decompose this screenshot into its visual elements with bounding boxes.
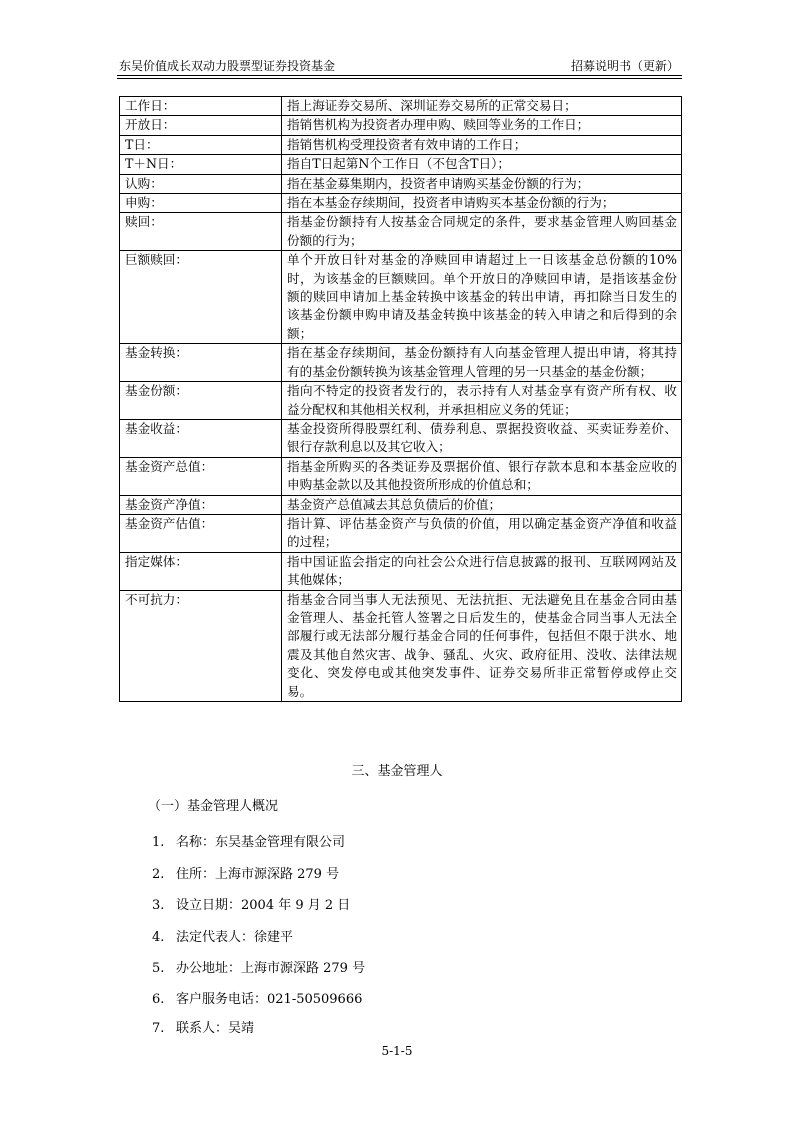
info-item-text: 设立日期：2004 年 9 月 2 日 (176, 898, 351, 913)
definition-description: 指中国证监会指定的向社会公众进行信息披露的报刊、互联网网站及其他媒体； (282, 552, 682, 590)
definition-row (120, 344, 682, 382)
definition-description: 指向不特定的投资者发行的，表示持有人对基金享有资产所有权、收益分配权和其他相关权利，并承担相应义务的凭证； (282, 382, 682, 420)
header-rule (117, 75, 682, 76)
info-item-number: 4. (152, 930, 165, 945)
definition-row (120, 97, 682, 116)
definition-description: 指销售机构受理投资者有效申请的工作日； (282, 135, 682, 154)
definition-description: 指销售机构为投资者办理申购、赎回等业务的工作日； (282, 116, 682, 135)
info-item-text: 住所：上海市源深路 279 号 (176, 867, 340, 882)
definition-row (120, 457, 682, 495)
info-item-text: 办公地址：上海市源深路 279 号 (176, 961, 366, 976)
definition-description: 指计算、评估基金资产与负债的价值，用以确定基金资产净值和收益的过程； (282, 514, 682, 552)
definition-description: 指在本基金存续期间，投资者申请购买本基金份额的行为； (282, 194, 682, 213)
definition-row (120, 251, 682, 344)
header-document-type: 招募说明书（更新） (570, 59, 679, 73)
definition-description: 指上海证券交易所、深圳证券交易所的正常交易日； (282, 97, 682, 116)
definitions-table (119, 96, 682, 702)
definition-row (120, 155, 682, 174)
info-item-text: 联系人：吴靖 (176, 1021, 255, 1036)
section-title: 三、基金管理人 (351, 764, 443, 779)
info-item-number: 2. (152, 867, 165, 882)
info-item-established (152, 897, 350, 915)
definition-term: 基金资产估值： (120, 514, 282, 552)
definition-row (120, 116, 682, 135)
definition-term: 基金资产总值： (120, 457, 282, 495)
definition-description: 基金资产总值减去其总负债后的价值； (282, 495, 682, 514)
definition-term: T日： (120, 135, 282, 154)
definition-term: T＋N日： (120, 155, 282, 174)
definition-term: 基金资产净值： (120, 495, 282, 514)
definitions-table-body (120, 97, 682, 702)
info-item-number: 3. (152, 898, 165, 913)
definition-description: 指在基金募集期内，投资者申请购买基金份额的行为； (282, 174, 682, 193)
definition-term: 基金收益： (120, 419, 282, 457)
definition-description: 指自T日起第N个工作日（不包含T日）； (282, 155, 682, 174)
definition-description: 指在基金存续期间，基金份额持有人向基金管理人提出申请，将其持有的基金份额转换为该基金管理人管理的另一只基金的基金份额； (282, 344, 682, 382)
definition-description: 指基金合同当事人无法预见、无法抗拒、无法避免且在基金合同由基金管理人、基金托管人签署之日后发生的，使基金合同当事人无法全部履行或无法部分履行基金合同的任何事件，包括但不限于洪水、地震及其他自然灾害、战争、骚乱、火灾、政府征用、没收、法律法规变化、突发停电或其他突发事件、证券交易所非正常暂停或停止交易。 (282, 590, 682, 701)
definition-term: 申购： (120, 194, 282, 213)
info-item-name (152, 834, 345, 852)
info-item-office-address (152, 960, 365, 978)
definition-term: 巨额赎回： (120, 251, 282, 344)
info-item-text: 法定代表人：徐建平 (176, 930, 294, 945)
info-item-contact (152, 1020, 254, 1038)
info-item-text: 名称：东吴基金管理有限公司 (176, 835, 346, 850)
definition-term: 赎回： (120, 213, 282, 251)
definition-row (120, 590, 682, 701)
info-item-number: 1. (152, 835, 165, 850)
definition-term: 工作日： (120, 97, 282, 116)
info-item-number: 5. (152, 961, 165, 976)
page-header (119, 57, 681, 75)
definition-term: 基金份额： (120, 382, 282, 420)
definition-row (120, 135, 682, 154)
definition-term: 不可抗力： (120, 590, 282, 701)
info-item-number: 6. (152, 992, 165, 1007)
definition-row (120, 495, 682, 514)
page-number: 5-1-5 (381, 1044, 413, 1058)
definition-term: 指定媒体： (120, 552, 282, 590)
definition-row (120, 213, 682, 251)
definition-row (120, 382, 682, 420)
definition-row (120, 174, 682, 193)
subsection-title: （一）基金管理人概况 (148, 799, 279, 814)
definition-description: 指基金所购买的各类证券及票据价值、银行存款本息和本基金应收的申购基金款以及其他投资所形成的价值总和； (282, 457, 682, 495)
info-item-text: 客户服务电话：021-50509666 (176, 992, 363, 1007)
info-item-service-phone (152, 991, 362, 1009)
definition-row (120, 194, 682, 213)
header-rule-thin (117, 78, 682, 79)
definition-term: 认购： (120, 174, 282, 193)
definition-row (120, 514, 682, 552)
definition-term: 基金转换： (120, 344, 282, 382)
definition-row (120, 552, 682, 590)
header-fund-name: 东吴价值成长双动力股票型证券投资基金 (119, 59, 336, 73)
definition-description: 指基金份额持有人按基金合同规定的条件，要求基金管理人购回基金份额的行为； (282, 213, 682, 251)
definition-description: 基金投资所得股票红利、债券利息、票据投资收益、买卖证券差价、银行存款利息以及其它收入； (282, 419, 682, 457)
info-item-representative (152, 929, 293, 947)
definition-term: 开放日： (120, 116, 282, 135)
info-item-domicile (152, 866, 339, 884)
definition-row (120, 419, 682, 457)
definition-description: 单个开放日针对基金的净赎回申请超过上一日该基金总份额的10%时，为该基金的巨额赎回。单个开放日的净赎回申请，是指该基金份额的赎回申请加上基金转换中该基金的转出申请，再扣除当日发生的该基金份额申购申请及基金转换中该基金的转入申请之和后得到的余额； (282, 251, 682, 344)
info-item-number: 7. (152, 1021, 165, 1036)
